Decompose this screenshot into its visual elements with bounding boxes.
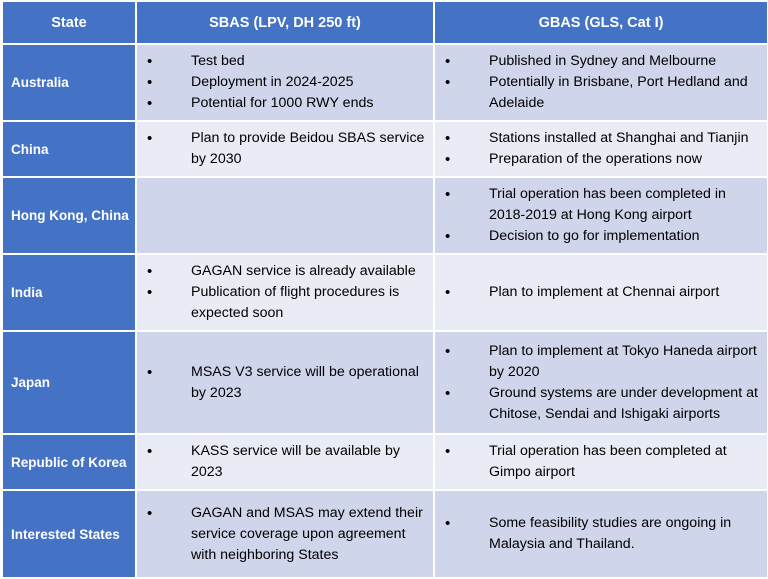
sbas-bullet-list [137, 255, 433, 330]
table-body [2, 44, 768, 578]
gbas-bullet-list [435, 178, 767, 253]
bullet-item: • Published in Sydney and Melbourne [435, 51, 763, 72]
gbas-cell [434, 331, 768, 434]
gbas-bullet-list [435, 45, 767, 120]
state-cell: Australia [2, 44, 136, 121]
bullet-item: • Test bed [137, 51, 429, 72]
sbas-cell [136, 331, 434, 434]
bullet-item: • GAGAN service is already available [137, 261, 429, 282]
bullet-item: • GAGAN and MSAS may extend their service coverage upon agreement with neighboring States [137, 503, 429, 566]
header-state: State [2, 1, 136, 44]
header-gbas: GBAS (GLS, Cat I) [434, 1, 768, 44]
gbas-cell [434, 490, 768, 578]
bullet-item: • Decision to go for implementation [435, 226, 763, 247]
sbas-cell [136, 434, 434, 490]
table-row [2, 254, 768, 331]
gbas-cell [434, 177, 768, 254]
bullet-item: • KASS service will be available by 2023 [137, 441, 429, 483]
sbas-cell [136, 490, 434, 578]
bullet-item: • Plan to implement at Tokyo Haneda airport by 2020 [435, 341, 763, 383]
gbas-bullet-list [435, 435, 767, 489]
sbas-bullet-list [137, 497, 433, 572]
sbas-bullet-list [137, 356, 433, 410]
bullet-item: • Plan to implement at Chennai airport [435, 282, 763, 303]
bullet-item: • Potentially in Brisbane, Port Hedland and Adelaide [435, 72, 763, 114]
gbas-cell [434, 121, 768, 177]
gbas-bullet-list [435, 276, 767, 309]
state-cell: Interested States [2, 490, 136, 578]
state-cell: Japan [2, 331, 136, 434]
state-cell: Hong Kong, China [2, 177, 136, 254]
sbas-bullet-list [137, 435, 433, 489]
gbas-bullet-list [435, 507, 767, 561]
sbas-cell [136, 177, 434, 254]
bullet-item: • Potential for 1000 RWY ends [137, 93, 429, 114]
sbas-cell [136, 254, 434, 331]
sbas-gbas-status-table [1, 0, 768, 579]
gbas-cell [434, 434, 768, 490]
bullet-item: • Trial operation has been completed at Gimpo airport [435, 441, 763, 483]
gbas-cell [434, 254, 768, 331]
table-row [2, 44, 768, 121]
sbas-cell [136, 121, 434, 177]
table-header-row [2, 1, 768, 44]
bullet-item: • Stations installed at Shanghai and Tianjin [435, 128, 763, 149]
sbas-cell [136, 44, 434, 121]
header-sbas: SBAS (LPV, DH 250 ft) [136, 1, 434, 44]
bullet-item: • Ground systems are under development at Chitose, Sendai and Ishigaki airports [435, 383, 763, 425]
bullet-item: • MSAS V3 service will be operational by 2023 [137, 362, 429, 404]
sbas-bullet-list [137, 45, 433, 120]
state-cell: India [2, 254, 136, 331]
table-row [2, 331, 768, 434]
bullet-item: • Publication of flight procedures is expected soon [137, 282, 429, 324]
bullet-item: • Deployment in 2024-2025 [137, 72, 429, 93]
gbas-bullet-list [435, 335, 767, 431]
table-row [2, 177, 768, 254]
bullet-item: • Plan to provide Beidou SBAS service by 2030 [137, 128, 429, 170]
bullet-item: • Preparation of the operations now [435, 149, 763, 170]
gbas-bullet-list [435, 122, 767, 176]
table-row [2, 121, 768, 177]
gbas-cell [434, 44, 768, 121]
sbas-bullet-list [137, 122, 433, 176]
state-cell: Republic of Korea [2, 434, 136, 490]
table-row [2, 490, 768, 578]
table-row [2, 434, 768, 490]
bullet-item: • Some feasibility studies are ongoing in Malaysia and Thailand. [435, 513, 763, 555]
bullet-item: • Trial operation has been completed in 2018-2019 at Hong Kong airport [435, 184, 763, 226]
state-cell: China [2, 121, 136, 177]
